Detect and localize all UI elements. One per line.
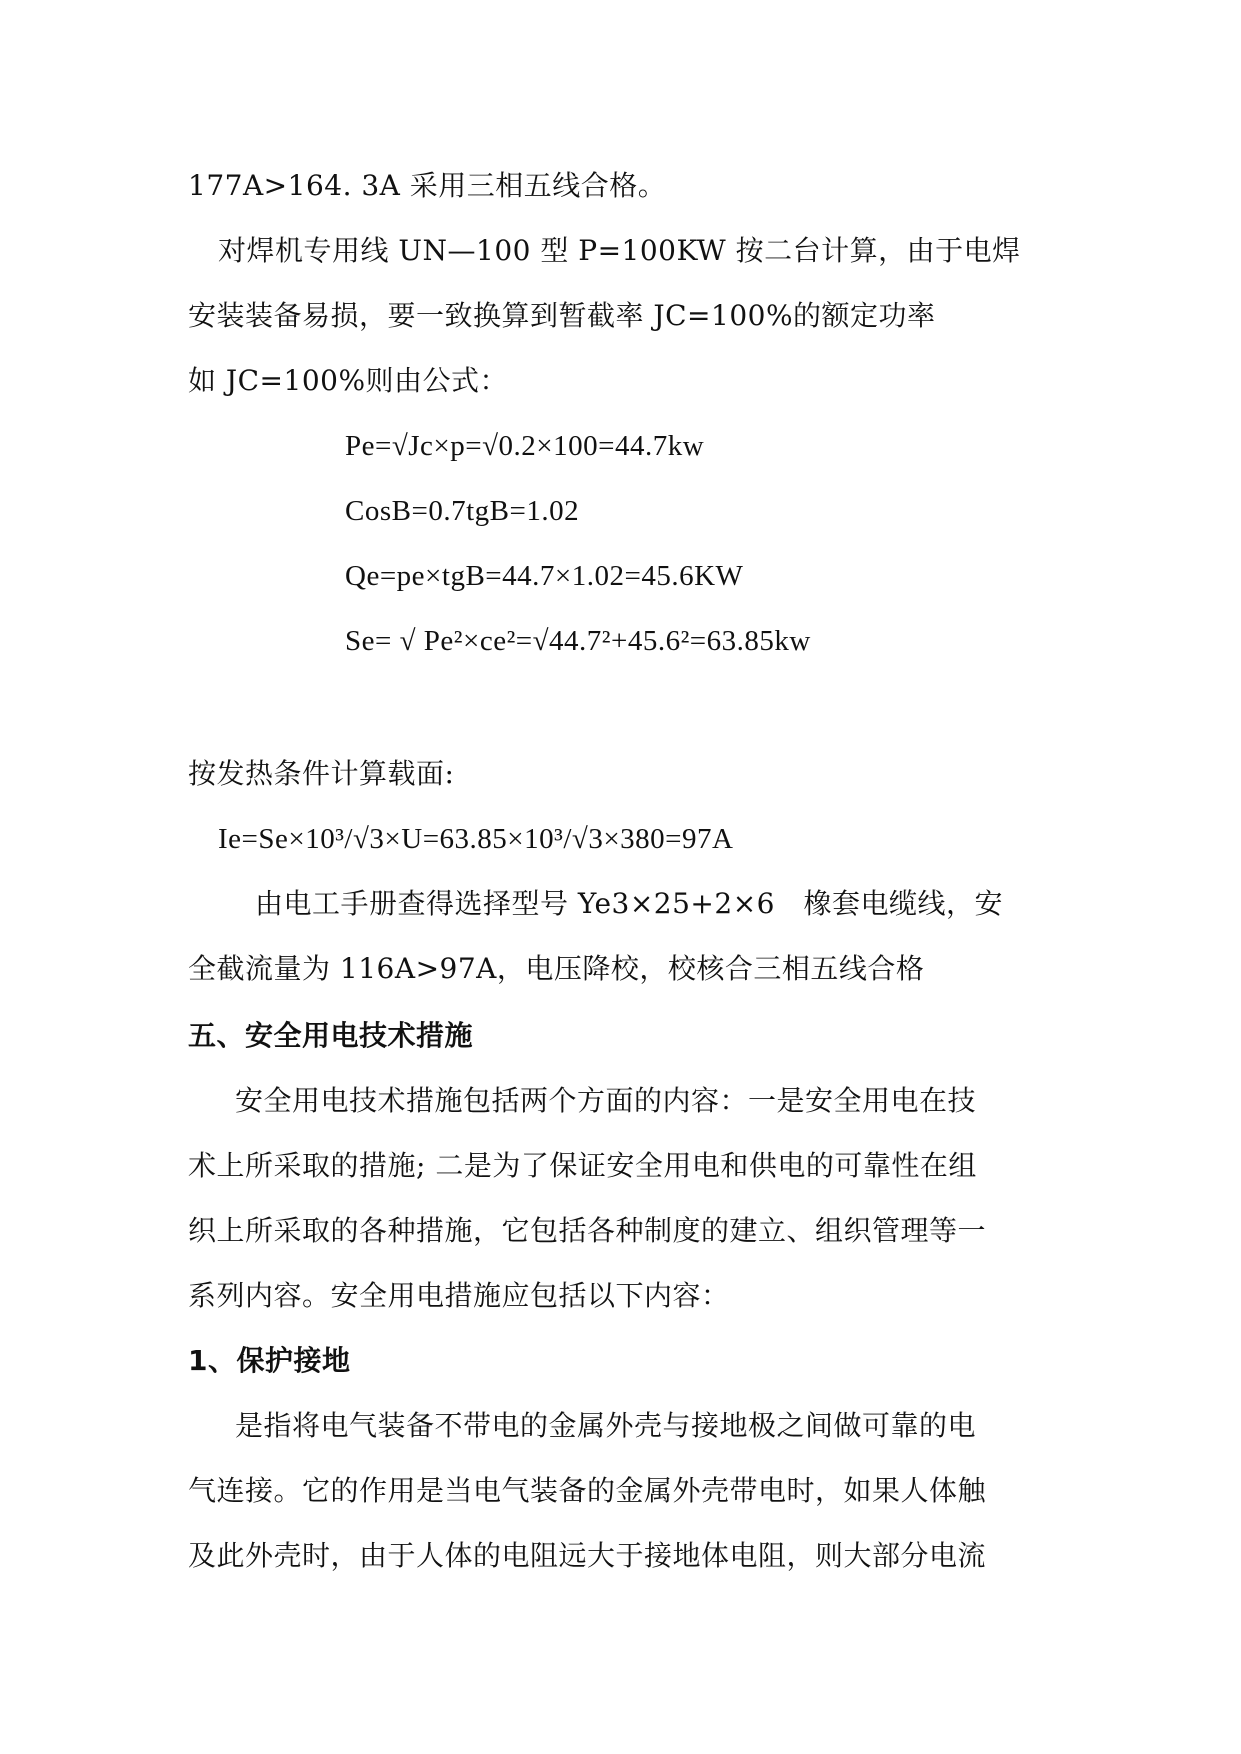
paragraph-line: 安装装备易损，要一致换算到暂截率 JC=100%的额定功率: [188, 299, 936, 332]
paragraph-line: 全截流量为 116A>97A，电压降校，校核合三相五线合格: [188, 952, 925, 985]
subsection-heading: 1、保护接地: [188, 1344, 351, 1377]
formula-line: Se= √ Pe²×ce²=√44.7²+45.6²=63.85kw: [345, 625, 811, 657]
paragraph-line: 术上所采取的措施; 二是为了保证安全用电和供电的可靠性在组: [188, 1149, 977, 1182]
paragraph-line: 177A>164. 3A 采用三相五线合格。: [188, 169, 667, 202]
formula-line: Qe=pe×tgB=44.7×1.02=45.6KW: [345, 560, 744, 592]
paragraph-line: 如 JC=100%则由公式：: [188, 364, 509, 397]
paragraph-line: 对焊机专用线 UN—100 型 P=100KW 按二台计算，由于电焊: [218, 234, 1021, 267]
section-heading: 五、安全用电技术措施: [188, 1019, 474, 1052]
formula-line: Ie=Se×10³/√3×U=63.85×10³/√3×380=97A: [218, 823, 734, 855]
paragraph-line: 按发热条件计算载面:: [188, 757, 455, 790]
paragraph-line: 织上所采取的各种措施，它包括各种制度的建立、组织管理等一: [188, 1214, 987, 1247]
paragraph-line: 系列内容。安全用电措施应包括以下内容：: [188, 1279, 730, 1312]
formula-line: Pe=√Jc×p=√0.2×100=44.7kw: [345, 430, 705, 462]
paragraph-line: 是指将电气装备不带电的金属外壳与接地极之间做可靠的电: [235, 1409, 977, 1442]
paragraph-line: 及此外壳时，由于人体的电阻远大于接地体电阻，则大部分电流: [188, 1539, 987, 1572]
paragraph-line: 气连接。它的作用是当电气装备的金属外壳带电时，如果人体触: [188, 1474, 987, 1507]
paragraph-line: 由电工手册查得选择型号 Ye3×25+2×6 橡套电缆线，安: [255, 887, 1003, 920]
formula-line: CosB=0.7tgB=1.02: [345, 495, 580, 527]
paragraph-line: 安全用电技术措施包括两个方面的内容：一是安全用电在技: [235, 1084, 977, 1117]
